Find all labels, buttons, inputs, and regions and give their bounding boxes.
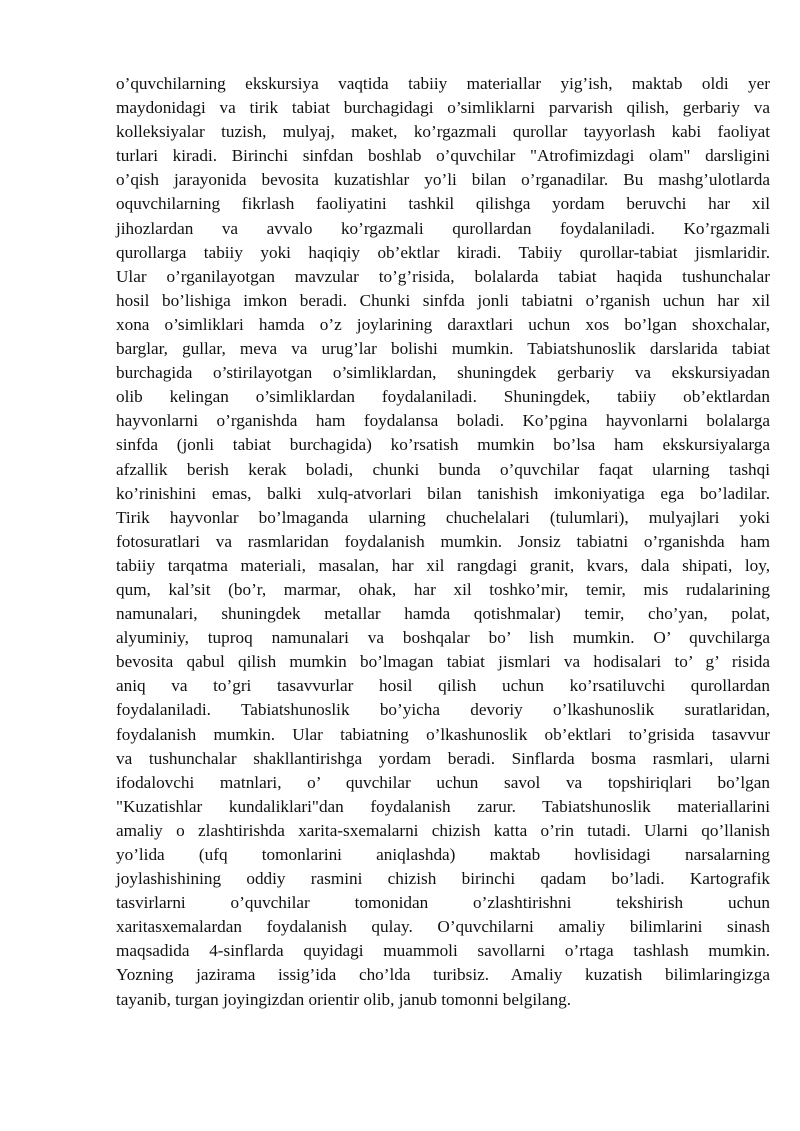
text-line: sinfda (jonli tabiat burchagida) ko’rsatish mumkin bo’lsa ham ekskursiyalarga (116, 435, 770, 455)
text-line: yo’lida (ufq tomonlarini aniqlashda) maktab hovlisidagi narsalarning (116, 845, 770, 864)
text-line: amaliy o zlashtirishda xarita-sxemalarni chizish katta o’rin tutadi. Ularni qo’llanish (116, 820, 770, 840)
text-line: xaritasxemalardan foydalanish qulay. O’quvchilarni amaliy bilimlarini sinash (116, 917, 770, 937)
text-line: olib kelingan o’simliklardan foydalaniladi. Shuningdek, tabiiy ob’ektlardan (116, 387, 770, 407)
text-line: jihozlardan va avvalo ko’rgazmali qurollardan foydalaniladi. Ko’rgazmali (116, 218, 770, 238)
text-line: maydonidagi va tirik tabiat burchagidagi o’simliklarni parvarish qilish, gerbariy va (116, 98, 770, 118)
text-line-last: tayanib, turgan joyingizdan orientir olib, janub tomonni belgilang. (116, 989, 572, 1009)
text-line: tasvirlarni o’quvchilar tomonidan o’zlashtirishni tekshirish uchun (116, 893, 770, 913)
text-line: hayvonlarni o’rganishda ham foydalansa boladi. Ko’pgina hayvonlarni bolalarga (116, 411, 770, 431)
text-line: hosil bo’lishiga imkon beradi. Chunki sinfda jonli tabiatni o’rganish uchun har xil (116, 290, 770, 310)
text-line: ko’rinishini emas, balki xulq-atvorlari bilan tanishish imkoniyatiga ega bo’ladilar. (116, 483, 770, 503)
text-line: fotosuratlari va rasmlaridan foydalanish mumkin. Jonsiz tabiatni o’rganishda ham (116, 531, 770, 551)
text-line: namunalari, shuningdek metallar hamda qotishmalar) temir, cho’yan, polat, (116, 604, 770, 624)
body-paragraph (116, 72, 770, 1012)
text-line: maqsadida 4-sinflarda quyidagi muammoli savollarni o’rtaga tashlash mumkin. (116, 941, 770, 961)
text-line: Tirik hayvonlar bo’lmaganda ularning chuchelalari (tulumlari), mulyajlari yoki (116, 507, 770, 527)
text-line: turlari kiradi. Birinchi sinfdan boshlab o’quvchilar "Atrofimizdagi olam" darsligini (116, 146, 770, 166)
text-line: burchagida o’stirilayotgan o’simliklardan, shuningdek gerbariy va ekskursiyadan (116, 363, 770, 383)
text-line: Yozning jazirama issig’ida cho’lda turibsiz. Amaliy kuzatish bilimlaringizga (116, 965, 770, 985)
text-line: qum, kal’sit (bo’r, marmar, ohak, har xil toshko’mir, temir, mis rudalarining (116, 579, 770, 599)
text-line: bevosita qabul qilish mumkin bo’lmagan tabiat jismlari va hodisalari to’ g’ risida (116, 652, 770, 672)
text-line: kolleksiyalar tuzish, mulyaj, maket, ko’rgazmali qurollar tayyorlash kabi faoliyat (116, 122, 770, 142)
text-line: qurollarga tabiiy yoki haqiqiy ob’ektlar kiradi. Tabiiy qurollar-tabiat jismlaridir. (116, 242, 770, 262)
text-line: Ular o’rganilayotgan mavzular to’g’risida, bolalarda tabiat haqida tushunchalar (116, 266, 770, 286)
text-line: o’qish jarayonida bevosita kuzatishlar yo’li bilan o’rganadilar. Bu mashg’ulotlarda (116, 170, 770, 190)
text-line: ifodalovchi matnlari, o’ quvchilar uchun savol va topshiriqlari bo’lgan (116, 772, 770, 792)
text-line: afzallik berish kerak boladi, chunki bunda o’quvchilar faqat ularning tashqi (116, 459, 770, 479)
text-line: barglar, gullar, meva va urug’lar bolishi mumkin. Tabiatshunoslik darslarida tabiat (116, 339, 770, 359)
text-line: joylashishining oddiy rasmini chizish birinchi qadam bo’ladi. Kartografik (116, 869, 770, 889)
text-line: foydalanish mumkin. Ular tabiatning o’lkashunoslik ob’ektlari to’grisida tasavvur (116, 724, 770, 744)
text-line: o’quvchilarning ekskursiya vaqtida tabiiy materiallar yig’ish, maktab oldi yer (116, 74, 770, 93)
text-line: va tushunchalar shakllantirishga yordam beradi. Sinflarda bosma rasmlari, ularni (116, 748, 770, 768)
text-line: oquvchilarning fikrlash faoliyatini tashkil qilishga yordam beruvchi har xil (116, 194, 770, 214)
text-line: "Kuzatishlar kundaliklari"dan foydalanish zarur. Tabiatshunoslik materiallarini (116, 796, 770, 816)
text-line: xona o’simliklari hamda o’z joylarining daraxtlari uchun xos bo’lgan shoxchalar, (116, 314, 770, 334)
text-line: tabiiy tarqatma materiali, masalan, har xil rangdagi granit, kvars, dala shipati, loy, (116, 555, 770, 575)
text-line: alyuminiy, tuproq namunalari va boshqalar bo’ lish mumkin. O’ quvchilarga (116, 628, 770, 648)
text-line: aniq va to’gri tasavvurlar hosil qilish uchun ko’rsatiluvchi qurollardan (116, 676, 770, 696)
text-line: foydalaniladi. Tabiatshunoslik bo’yicha devoriy o’lkashunoslik suratlaridan, (116, 700, 770, 720)
